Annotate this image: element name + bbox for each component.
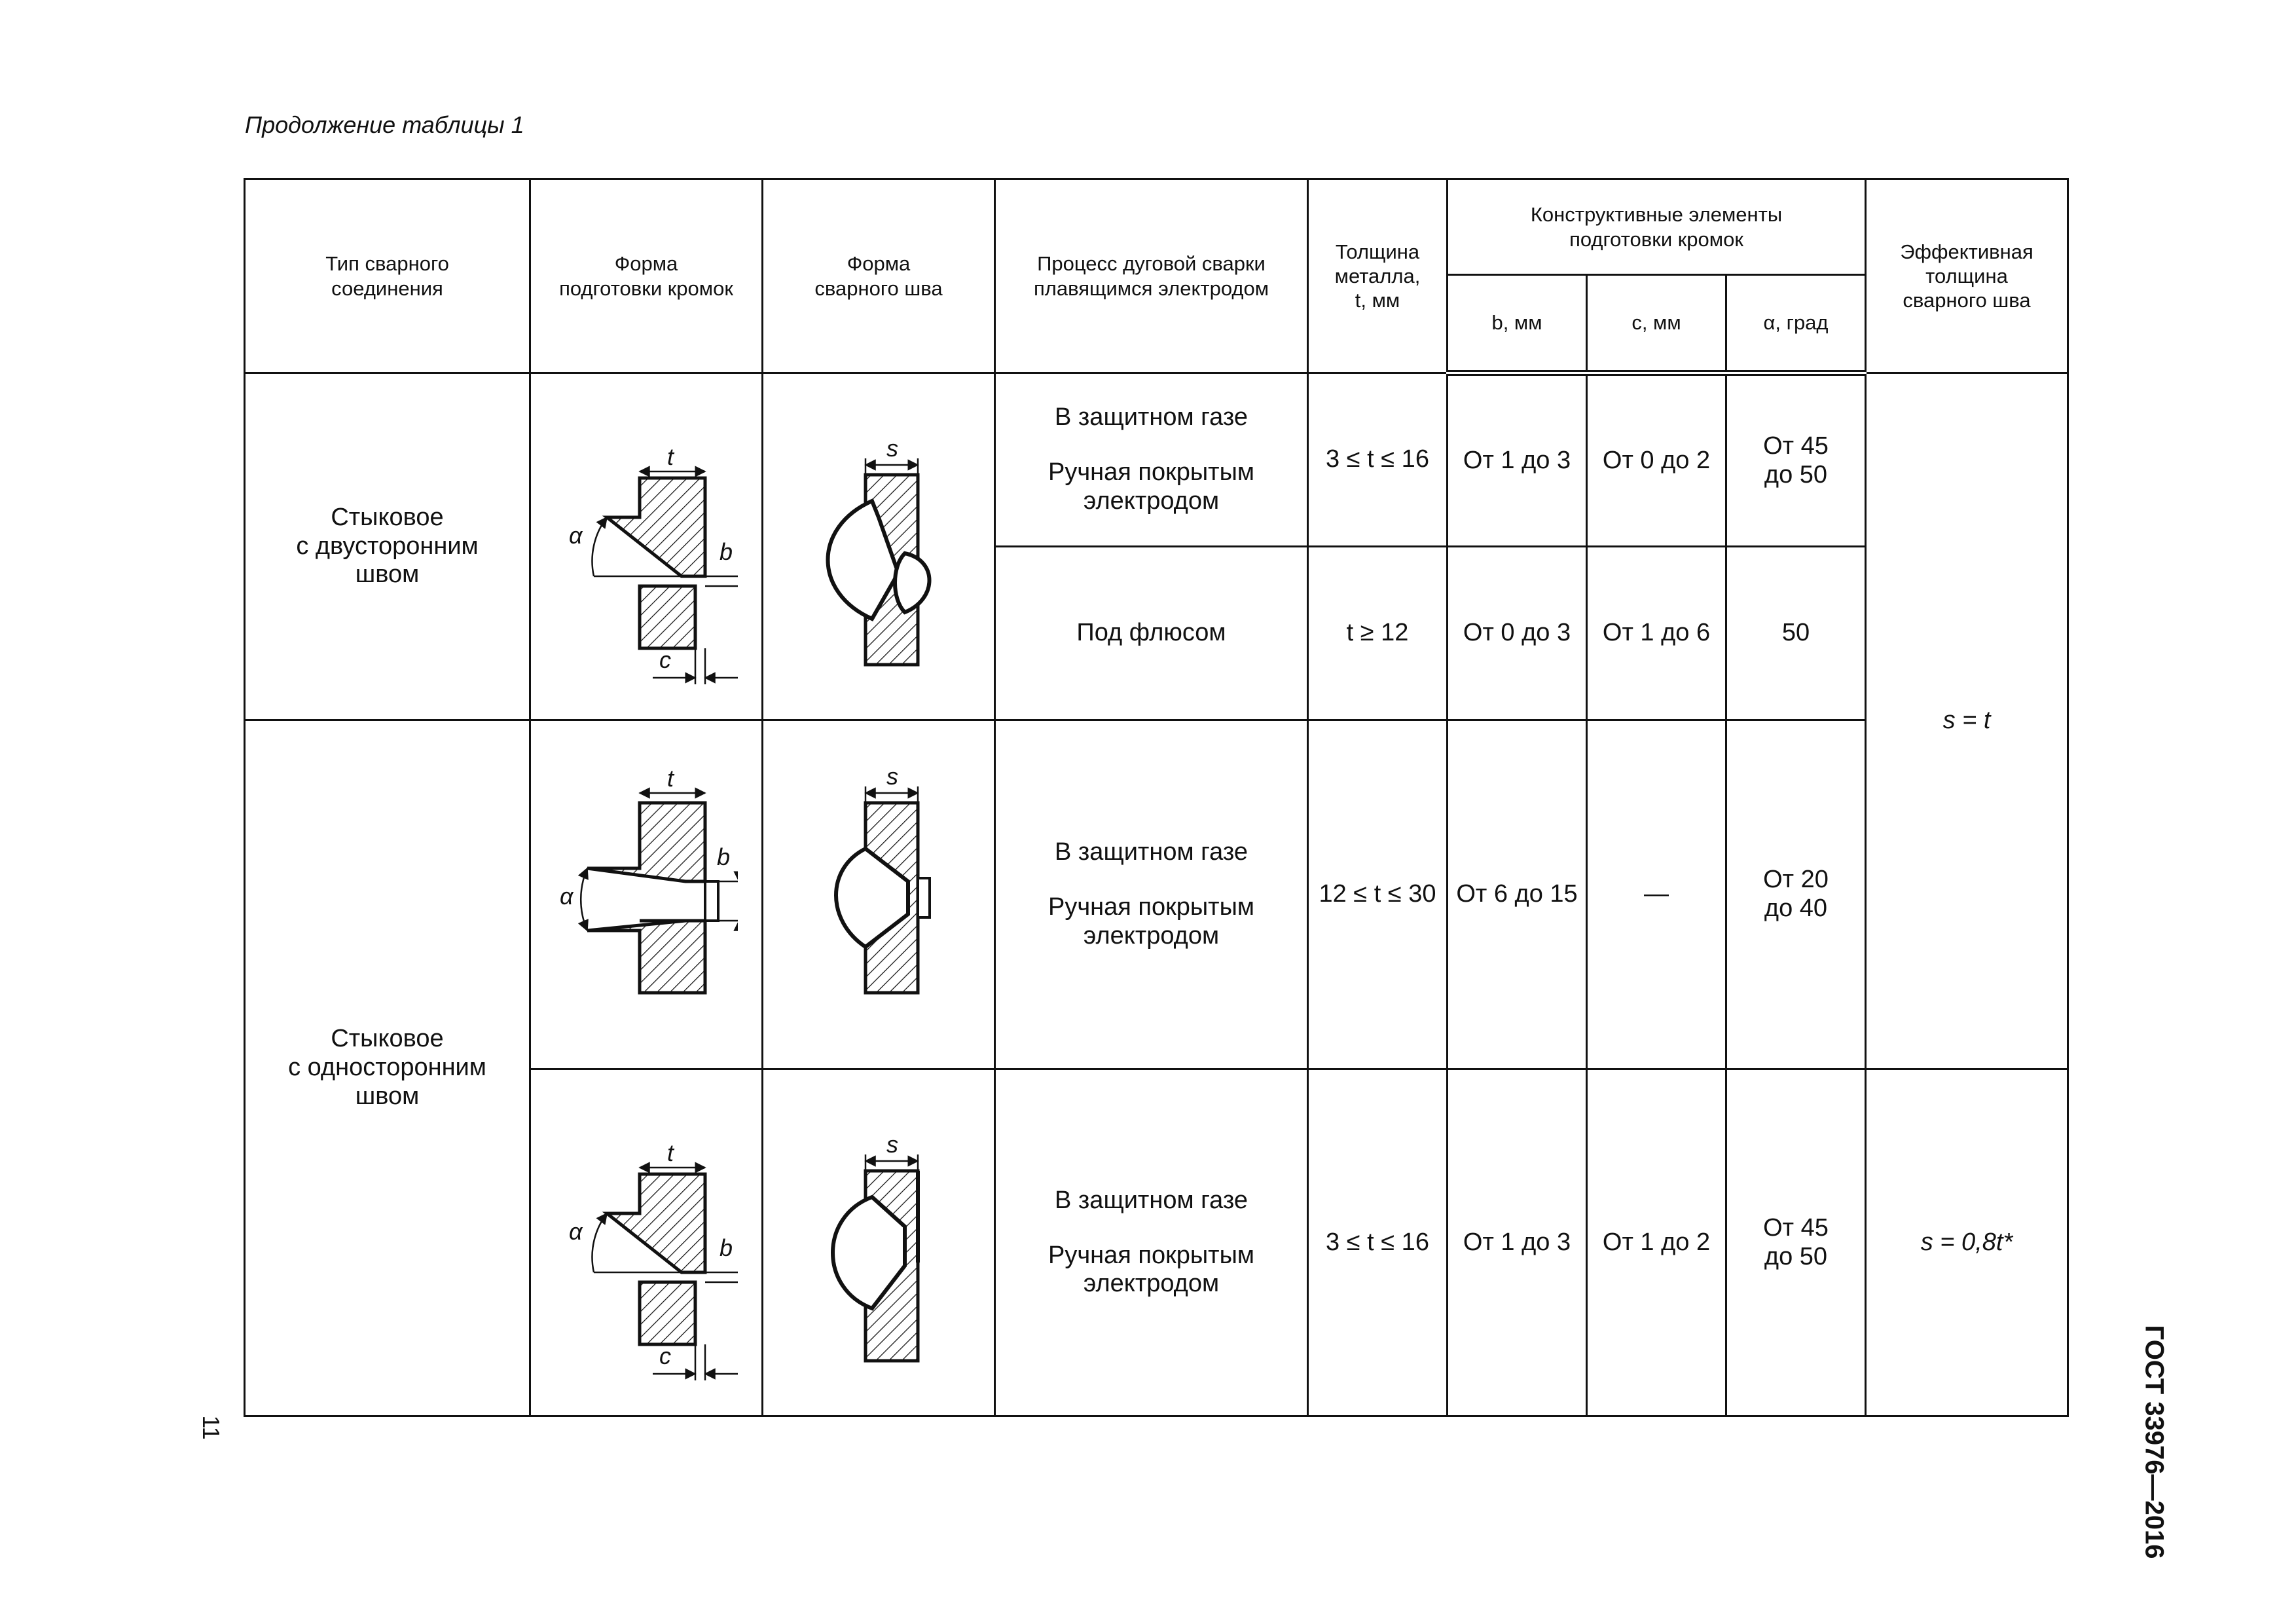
single-sided-weld-shape-sketch: [800, 770, 957, 1019]
partial-penetration-weld-shape-sketch: [800, 1099, 957, 1387]
thickness-cell: 3 ≤ t ≤ 16: [1308, 1069, 1448, 1416]
weld-shape-sketch-cell: [763, 1069, 995, 1416]
alpha-cell: От 45 до 50: [1726, 373, 1866, 547]
alpha-cell: 50: [1726, 547, 1866, 720]
b-cell: От 6 до 15: [1448, 720, 1587, 1069]
double-sided-edge-prep-sketch: [555, 403, 738, 691]
thickness-cell: 12 ≤ t ≤ 30: [1308, 720, 1448, 1069]
process-cell: В защитном газе Ручная покрытым электродом: [995, 373, 1308, 547]
table-row: [245, 720, 2068, 1069]
c-cell: От 1 до 6: [1587, 547, 1726, 720]
svg-text:s: s: [886, 434, 898, 462]
weld-shape-sketch-cell: [763, 373, 995, 720]
header-weld-shape: Форма сварного шва: [763, 179, 995, 373]
c-cell: —: [1587, 720, 1726, 1069]
table-continuation-caption: Продолжение таблицы 1: [245, 111, 524, 138]
table-row: [245, 373, 2068, 547]
svg-text:c: c: [659, 646, 671, 673]
alpha-cell: От 20 до 40: [1726, 720, 1866, 1069]
alpha-cell: От 45 до 50: [1726, 1069, 1866, 1416]
c-cell: От 1 до 2: [1587, 1069, 1726, 1416]
header-alpha: α, град: [1726, 275, 1866, 373]
header-thickness: Толщина металла, t, мм: [1308, 179, 1448, 373]
process-cell: В защитном газе Ручная покрытым электродом: [995, 720, 1308, 1069]
edge-prep-sketch-cell: [530, 1069, 763, 1416]
svg-text:b: b: [720, 538, 733, 565]
page-number: 11: [198, 1415, 225, 1440]
b-cell: От 1 до 3: [1448, 373, 1587, 547]
svg-text:c: c: [659, 1342, 671, 1369]
header-joint-type: Тип сварного соединения: [245, 179, 530, 373]
thickness-cell: t ≥ 12: [1308, 547, 1448, 720]
svg-text:t: t: [667, 443, 674, 470]
svg-text:s: s: [886, 770, 898, 790]
svg-text:b: b: [720, 1234, 733, 1261]
joint-type-cell: Стыковое с односторонним швом: [245, 720, 530, 1416]
svg-text:t: t: [667, 770, 674, 792]
process-cell: В защитном газе Ручная покрытым электродом: [995, 1069, 1308, 1416]
effective-thickness-cell: s = t: [1866, 373, 2068, 1069]
effective-thickness-cell: s = 0,8t*: [1866, 1069, 2068, 1416]
svg-text:α: α: [569, 1217, 583, 1245]
svg-text:s: s: [886, 1130, 898, 1158]
header-process: Процесс дуговой сварки плавящимся электродом: [995, 179, 1308, 373]
thickness-cell: 3 ≤ t ≤ 16: [1308, 373, 1448, 547]
b-cell: От 1 до 3: [1448, 1069, 1587, 1416]
header-edge-prep: Форма подготовки кромок: [530, 179, 763, 373]
weld-joints-table: [244, 178, 2069, 1417]
process-cell: Под флюсом: [995, 547, 1308, 720]
svg-text:α: α: [569, 521, 583, 549]
standard-designation: ГОСТ 33976—2016: [2140, 1325, 2169, 1559]
single-sided-partial-edge-prep-sketch: [555, 1099, 738, 1387]
c-cell: От 0 до 2: [1587, 373, 1726, 547]
weld-shape-sketch-cell: [763, 720, 995, 1069]
svg-text:b: b: [717, 843, 731, 870]
header-b: b, мм: [1448, 275, 1587, 373]
header-effective-thickness: Эффективная толщина сварного шва: [1866, 179, 2068, 373]
b-cell: От 0 до 3: [1448, 547, 1587, 720]
double-sided-weld-shape-sketch: [800, 403, 957, 691]
svg-text:α: α: [560, 883, 574, 910]
edge-prep-sketch-cell: [530, 720, 763, 1069]
single-sided-edge-prep-sketch: [555, 770, 738, 1019]
joint-type-cell: Стыковое с двусторонним швом: [245, 373, 530, 720]
header-c: c, мм: [1587, 275, 1726, 373]
header-edge-elements: Конструктивные элементы подготовки кромок: [1448, 179, 1866, 275]
svg-text:t: t: [667, 1139, 674, 1166]
edge-prep-sketch-cell: [530, 373, 763, 720]
